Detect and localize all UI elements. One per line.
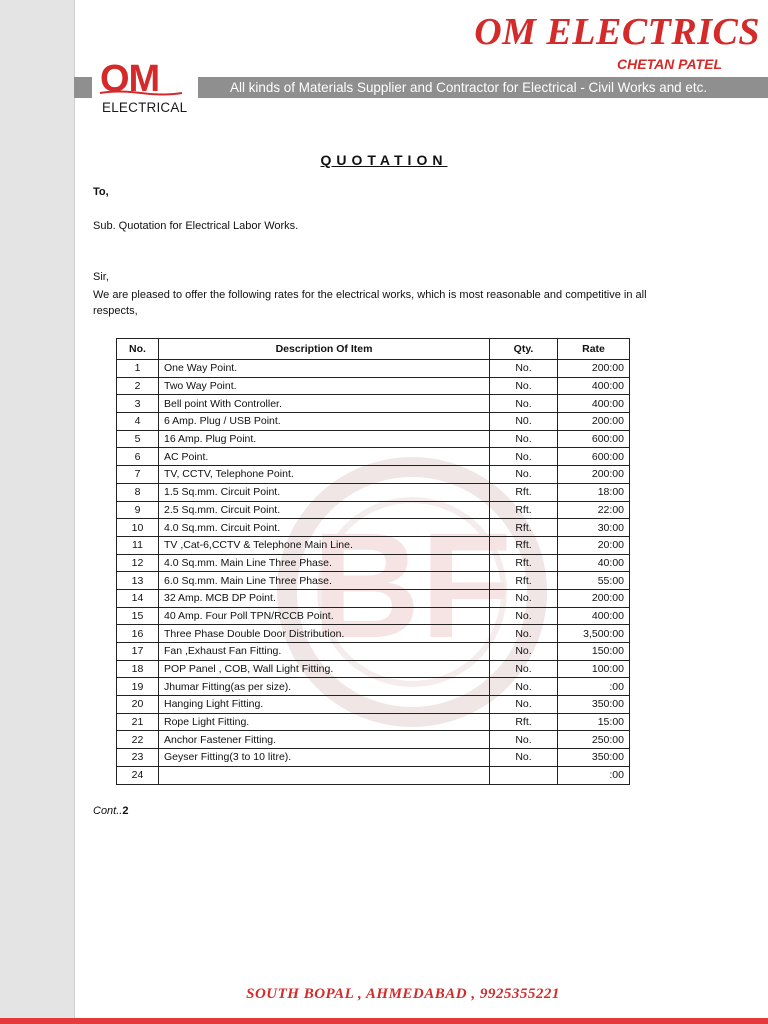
table-row bbox=[117, 413, 630, 431]
cell-rate: 200:00 bbox=[558, 589, 630, 607]
table-row bbox=[117, 519, 630, 537]
logo-swoosh-icon bbox=[98, 90, 184, 96]
cell-no: 4 bbox=[117, 413, 159, 431]
cell-description: 1.5 Sq.mm. Circuit Point. bbox=[159, 483, 490, 501]
cell-qty: Rft. bbox=[490, 483, 558, 501]
cell-qty: No. bbox=[490, 607, 558, 625]
cell-rate: 400:00 bbox=[558, 395, 630, 413]
table-row bbox=[117, 678, 630, 696]
cell-rate: 350:00 bbox=[558, 696, 630, 714]
cell-no: 12 bbox=[117, 554, 159, 572]
continuation-note bbox=[93, 805, 128, 817]
cell-description: Jhumar Fitting(as per size). bbox=[159, 678, 490, 696]
cell-qty bbox=[490, 766, 558, 784]
owner-name: CHETAN PATEL bbox=[617, 56, 722, 72]
cell-qty: Rft. bbox=[490, 713, 558, 731]
table-row bbox=[117, 501, 630, 519]
table-row bbox=[117, 731, 630, 749]
salutation: Sir, bbox=[93, 271, 109, 283]
table-row bbox=[117, 572, 630, 590]
cell-rate: 30:00 bbox=[558, 519, 630, 537]
cell-qty: Rft. bbox=[490, 554, 558, 572]
cell-rate: 400:00 bbox=[558, 607, 630, 625]
cell-rate: 350:00 bbox=[558, 749, 630, 767]
cell-no: 20 bbox=[117, 696, 159, 714]
intro-paragraph: We are pleased to offer the following rates for the electrical works, which is most reasonable and competitive in all respects, bbox=[93, 289, 647, 317]
cell-qty: No. bbox=[490, 377, 558, 395]
table-row bbox=[117, 607, 630, 625]
footer-bar bbox=[0, 1018, 768, 1024]
cell-no: 9 bbox=[117, 501, 159, 519]
cell-rate: 200:00 bbox=[558, 466, 630, 484]
cell-qty: No. bbox=[490, 448, 558, 466]
cell-qty: No. bbox=[490, 466, 558, 484]
cell-description: 16 Amp. Plug Point. bbox=[159, 430, 490, 448]
cell-description: 4.0 Sq.mm. Main Line Three Phase. bbox=[159, 554, 490, 572]
cell-description: Hanging Light Fitting. bbox=[159, 696, 490, 714]
cell-qty: No. bbox=[490, 749, 558, 767]
cell-no: 5 bbox=[117, 430, 159, 448]
cell-rate: 200:00 bbox=[558, 413, 630, 431]
cell-qty: N0. bbox=[490, 413, 558, 431]
cell-description: TV ,Cat-6,CCTV & Telephone Main Line. bbox=[159, 536, 490, 554]
header-no: No. bbox=[117, 339, 159, 360]
cell-qty: Rft. bbox=[490, 536, 558, 554]
cell-description: One Way Point. bbox=[159, 360, 490, 378]
table-row bbox=[117, 766, 630, 784]
cell-rate: 400:00 bbox=[558, 377, 630, 395]
cell-rate: 250:00 bbox=[558, 731, 630, 749]
cell-no: 22 bbox=[117, 731, 159, 749]
cell-no: 15 bbox=[117, 607, 159, 625]
table-row bbox=[117, 536, 630, 554]
cell-description: Two Way Point. bbox=[159, 377, 490, 395]
cell-no: 16 bbox=[117, 625, 159, 643]
table-row bbox=[117, 483, 630, 501]
cell-rate: 40:00 bbox=[558, 554, 630, 572]
cell-rate: 18:00 bbox=[558, 483, 630, 501]
header-rate: Rate bbox=[558, 339, 630, 360]
logo-subtext: ELECTRICAL bbox=[102, 100, 188, 115]
table-row bbox=[117, 377, 630, 395]
cell-no: 13 bbox=[117, 572, 159, 590]
cell-description: 40 Amp. Four Poll TPN/RCCB Point. bbox=[159, 607, 490, 625]
company-name: OM ELECTRICS bbox=[474, 11, 760, 53]
table-row bbox=[117, 625, 630, 643]
subject-line: Sub. Quotation for Electrical Labor Works. bbox=[93, 220, 299, 232]
cell-no: 14 bbox=[117, 589, 159, 607]
cell-no: 24 bbox=[117, 766, 159, 784]
cell-no: 3 bbox=[117, 395, 159, 413]
table-row bbox=[117, 430, 630, 448]
table-row bbox=[117, 466, 630, 484]
logo-om-text: OM bbox=[100, 58, 160, 100]
cell-qty: No. bbox=[490, 678, 558, 696]
table-row bbox=[117, 589, 630, 607]
header-qty: Qty. bbox=[490, 339, 558, 360]
cell-description: Fan ,Exhaust Fan Fitting. bbox=[159, 643, 490, 661]
cell-no: 23 bbox=[117, 749, 159, 767]
cell-no: 10 bbox=[117, 519, 159, 537]
cell-description: 2.5 Sq.mm. Circuit Point. bbox=[159, 501, 490, 519]
cell-description: 32 Amp. MCB DP Point. bbox=[159, 589, 490, 607]
cell-qty: No. bbox=[490, 660, 558, 678]
table-row bbox=[117, 660, 630, 678]
cell-no: 6 bbox=[117, 448, 159, 466]
header-description: Description Of Item bbox=[159, 339, 490, 360]
cell-no: 17 bbox=[117, 643, 159, 661]
table-row bbox=[117, 643, 630, 661]
cell-description: 6 Amp. Plug / USB Point. bbox=[159, 413, 490, 431]
cell-rate: :00 bbox=[558, 766, 630, 784]
cell-qty: Rft. bbox=[490, 572, 558, 590]
company-tagline: All kinds of Materials Supplier and Contractor for Electrical - Civil Works and etc. bbox=[230, 79, 708, 95]
cell-description: Anchor Fastener Fitting. bbox=[159, 731, 490, 749]
cell-description: Geyser Fitting(3 to 10 litre). bbox=[159, 749, 490, 767]
cell-description: POP Panel , COB, Wall Light Fitting. bbox=[159, 660, 490, 678]
cell-qty: No. bbox=[490, 430, 558, 448]
table-row bbox=[117, 360, 630, 378]
cell-rate: 600:00 bbox=[558, 448, 630, 466]
cell-no: 2 bbox=[117, 377, 159, 395]
watermark-text: BF bbox=[312, 501, 512, 669]
document-title: QUOTATION bbox=[320, 152, 448, 168]
cont-page-number: 2 bbox=[122, 805, 129, 817]
cell-rate: 200:00 bbox=[558, 360, 630, 378]
cell-qty: No. bbox=[490, 643, 558, 661]
cell-description: 4.0 Sq.mm. Circuit Point. bbox=[159, 519, 490, 537]
cell-rate: 600:00 bbox=[558, 430, 630, 448]
cell-qty: No. bbox=[490, 589, 558, 607]
cell-rate: 55:00 bbox=[558, 572, 630, 590]
table-row bbox=[117, 749, 630, 767]
quotation-table bbox=[116, 338, 630, 785]
cell-no: 19 bbox=[117, 678, 159, 696]
cell-rate: 20:00 bbox=[558, 536, 630, 554]
table-header-row bbox=[117, 339, 630, 360]
table-row bbox=[117, 554, 630, 572]
cell-rate: 150:00 bbox=[558, 643, 630, 661]
cell-qty: No. bbox=[490, 731, 558, 749]
table-row bbox=[117, 696, 630, 714]
cell-rate: :00 bbox=[558, 678, 630, 696]
footer-address: SOUTH BOPAL , AHMEDABAD , 9925355221 bbox=[246, 986, 560, 1002]
cell-qty: No. bbox=[490, 395, 558, 413]
table-row bbox=[117, 395, 630, 413]
cell-rate: 15:00 bbox=[558, 713, 630, 731]
cell-qty: Rft. bbox=[490, 519, 558, 537]
cell-no: 21 bbox=[117, 713, 159, 731]
cont-label: Cont.. bbox=[93, 805, 123, 817]
table-row bbox=[117, 448, 630, 466]
addressee-line: To, bbox=[93, 186, 109, 198]
cell-no: 11 bbox=[117, 536, 159, 554]
cell-qty: No. bbox=[490, 360, 558, 378]
cell-qty: No. bbox=[490, 625, 558, 643]
cell-description: Three Phase Double Door Distribution. bbox=[159, 625, 490, 643]
cell-rate: 100:00 bbox=[558, 660, 630, 678]
cell-no: 7 bbox=[117, 466, 159, 484]
cell-description: 6.0 Sq.mm. Main Line Three Phase. bbox=[159, 572, 490, 590]
cell-no: 18 bbox=[117, 660, 159, 678]
cell-description: Rope Light Fitting. bbox=[159, 713, 490, 731]
cell-description: Bell point With Controller. bbox=[159, 395, 490, 413]
company-logo bbox=[92, 56, 198, 120]
cell-description: AC Point. bbox=[159, 448, 490, 466]
cell-rate: 22:00 bbox=[558, 501, 630, 519]
cell-rate: 3,500:00 bbox=[558, 625, 630, 643]
cell-description: TV, CCTV, Telephone Point. bbox=[159, 466, 490, 484]
cell-description bbox=[159, 766, 490, 784]
cell-no: 1 bbox=[117, 360, 159, 378]
table-row bbox=[117, 713, 630, 731]
cell-no: 8 bbox=[117, 483, 159, 501]
cell-qty: Rft. bbox=[490, 501, 558, 519]
cell-qty: No. bbox=[490, 696, 558, 714]
